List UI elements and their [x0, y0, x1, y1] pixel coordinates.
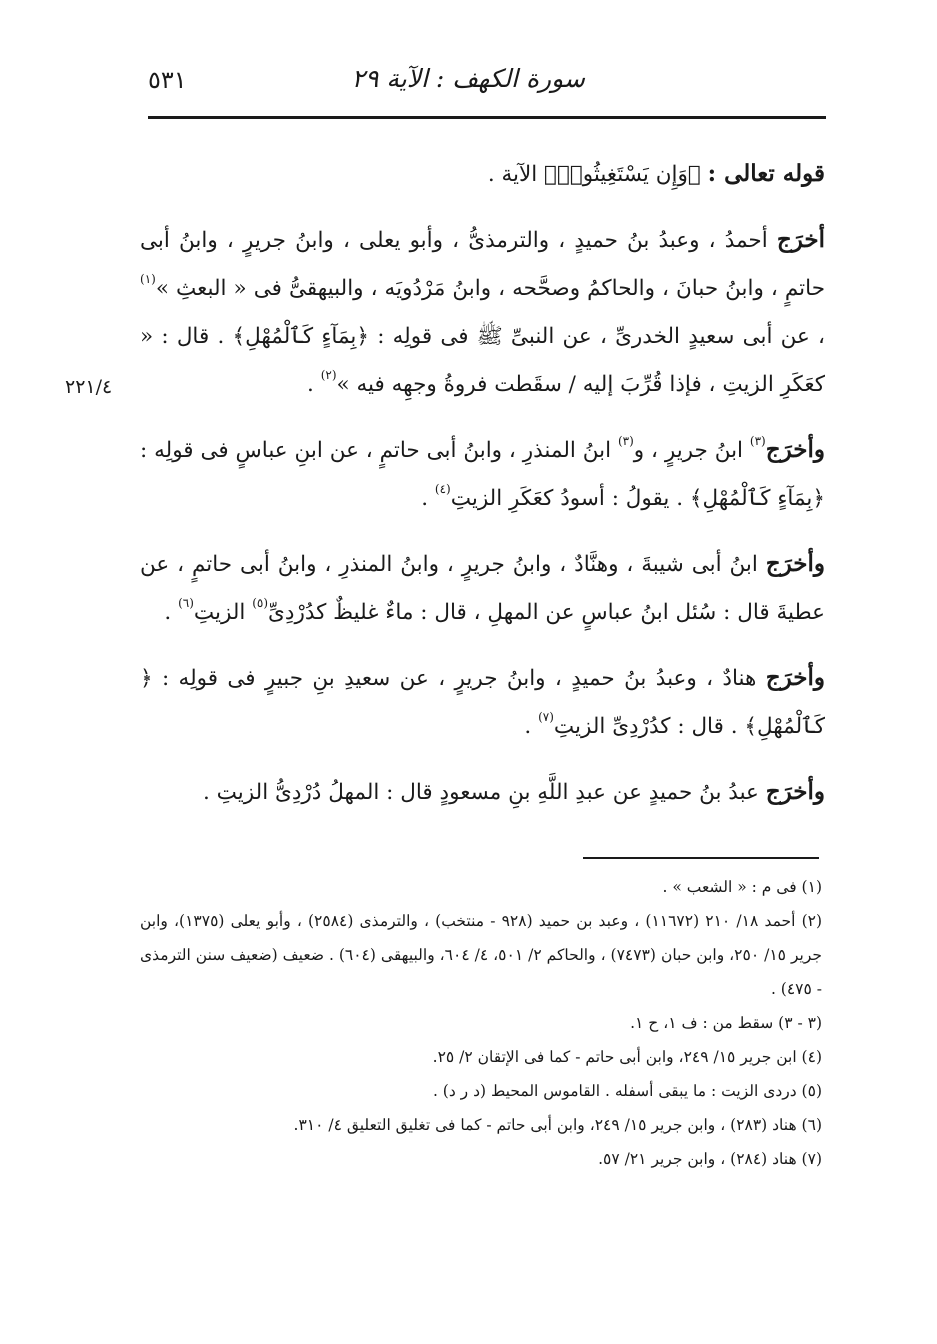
paragraph	[140, 768, 825, 817]
paragraph	[140, 540, 825, 637]
paragraph-text: .	[307, 372, 321, 397]
footnote-marker: (٦)	[178, 596, 194, 610]
page-title: سورة الكهف : الآية ٢٩	[351, 64, 585, 93]
header-divider	[148, 116, 826, 119]
paragraph-lead: وأخرَج	[765, 550, 825, 577]
footnote-item: (٦) هناد (٢٨٣) ، وابن جرير ١٥/ ٢٤٩، وابن أبى حاتم - كما فى تغليق التعليق ٤/ ٣١٠.	[293, 1116, 822, 1134]
margin-reference: ٢٢١/٤	[65, 376, 113, 398]
paragraph-lead: قوله تعالى :	[707, 160, 825, 187]
footnote-divider	[583, 857, 819, 859]
paragraph-lead: وأخرَج	[765, 664, 825, 691]
footnote-item: (٧) هناد (٢٨٤) ، وابن جرير ٢١/ ٥٧.	[598, 1150, 822, 1168]
footnote-marker: (٧)	[538, 710, 554, 724]
paragraph-text: هنادٌ ، وعبدُ بنُ حميدٍ ، وابنُ جريرٍ ، عن سعيدِ بنِ جبيرٍ فى قولِه : ﴿ كَٱلْمُهْلِ﴾ . قال : كدُرْدِىِّ الزيتِ	[140, 666, 825, 739]
footnote-marker: (٢)	[320, 368, 337, 382]
paragraph-lead: وأخرَج	[765, 436, 825, 463]
footnote-item: (١) فى م : « الشعب » .	[662, 878, 822, 896]
paragraph-text: .	[164, 600, 179, 625]
paragraph-text: ابنُ المنذرِ ، وابنُ أبى حاتمٍ ، عن ابنِ عباسٍ فى قولِه : ﴿بِمَآءٍ كَٱلْمُهْلِ﴾ . يقولُ : أسودُ كعَكَرِ الزيتِ	[140, 438, 825, 511]
footnotes	[140, 870, 822, 1176]
paragraph-text: أحمدُ ، وعبدُ بنُ حميدٍ ، والترمذىُّ ، وأبو يعلى ، وابنُ جريرٍ ، وابنُ أبى حاتمٍ ، وابنُ حبانَ ، والحاكمُ وصحَّحه ، وابنُ مَرْدُويَه ، والبيهقىُّ فى « البعثِ »	[140, 228, 825, 301]
paragraph-text: ابنُ أبى شيبةَ ، وهنَّادٌ ، وابنُ جريرٍ ، وابنُ المنذرِ ، وابنُ أبى حاتمٍ ، عن عطيةَ قال : سُئل ابنُ عباسٍ عن المهلِ ، قال : ماءٌ غليظٌ كدُرْدِىِّ	[140, 552, 825, 625]
paragraph-text: .	[421, 486, 435, 511]
paragraph	[140, 216, 825, 409]
footnote-item: (٣ - ٣) سقط من : ف ١، ح ١.	[630, 1014, 822, 1032]
paragraph-text: ابنُ جريرٍ ، و	[633, 438, 750, 463]
main-text	[140, 140, 825, 834]
paragraph	[140, 426, 825, 523]
paragraph-text: عبدُ بنُ حميدٍ عن عبدِ اللَّهِ بنِ مسعودٍ قال : المهلُ دُرْدِىُّ الزيتِ .	[203, 780, 766, 805]
footnote-marker: (٤)	[434, 482, 451, 496]
paragraph-text: ﴿وَإِن يَسْتَغِيثُوا۟﴾ الآية .	[487, 162, 708, 187]
footnote-item: (٢) أحمد ١٨/ ٢١٠ (١١٦٧٢) ، وعبد بن حميد (٩٢٨ - منتخب) ، والترمذى (٢٥٨٤) ، وأبو يعلى (١٣٧٥)، وابن جرير ١٥/ ٢٥٠، وابن حبان (٧٤٧٣) ، والحاكم ٢/ ٥٠١، ٤/ ٦٠٤، والبيهقى (٦٠٤) . ضعيف (ضعيف سنن الترمذى - ٤٧٥) .	[140, 912, 823, 998]
paragraph-lead: أخرَج	[776, 226, 825, 253]
paragraph-lead: وأخرَج	[765, 778, 825, 805]
footnote-item: (٥) دردى الزيت : ما يبقى أسفله . القاموس المحيط (د ر د) .	[432, 1082, 822, 1100]
paragraph	[140, 150, 825, 199]
footnote-item: (٤) ابن جرير ١٥/ ٢٤٩، وابن أبى حاتم - كما فى الإتقان ٢/ ٢٥.	[432, 1048, 822, 1066]
footnote-marker: (٣)	[749, 434, 766, 448]
footnote-marker: (٣)	[617, 434, 634, 448]
paragraph-text: ، عن أبى سعيدٍ الخدرىِّ ، عن النبىِّ ﷺ فى قولِه : ﴿بِمَآءٍ كَٱلْمُهْلِ﴾ . قال : « كعَكَرِ الزيتِ ، فإذا قُرِّبَ إليه / سقَطت فروةُ وجهِه فيه »	[140, 324, 825, 397]
footnote-marker: (١)	[140, 272, 156, 286]
page-number: ٥٣١	[148, 66, 187, 94]
paragraph	[140, 654, 825, 751]
footnote-marker: (٥)	[252, 596, 269, 610]
paragraph-text: .	[524, 714, 539, 739]
paragraph-text: الزيتِ	[193, 600, 253, 625]
